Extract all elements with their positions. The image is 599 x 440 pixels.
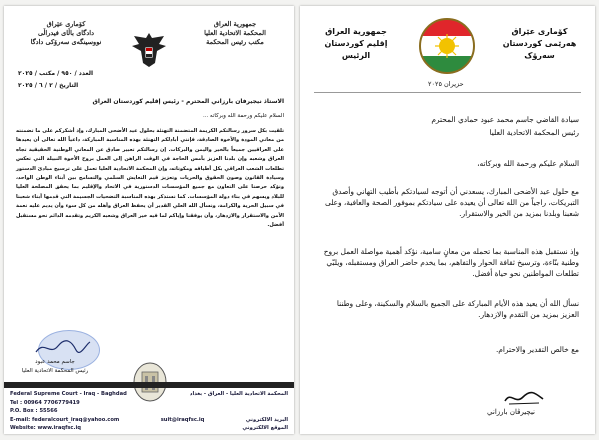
- footer-email: E-mail: federalcourt_iraq@yahoo.com: [10, 416, 120, 423]
- letterhead-kurdish-line: دادگای باڵای فیدراڵی: [38, 29, 94, 37]
- header-kurdish-line: سەرۆک: [524, 51, 555, 60]
- letterhead-arabic-line: جمهورية العراق: [213, 20, 257, 28]
- closing: مع خالص التقدير والاحترام.: [495, 345, 579, 354]
- header-kurdish: [492, 26, 587, 62]
- header-kurdish-line: هەرێمی کوردستان: [502, 39, 577, 48]
- header-arabic-line: إقليم كوردستان: [324, 39, 388, 48]
- letterhead-arabic-line: مكتب رئيس المحكمة: [206, 38, 264, 46]
- signatory-title: رئيس المحكمة الاتحادية العليا: [21, 368, 89, 374]
- signatory-name: جاسم محمد عبود: [35, 359, 75, 365]
- footer-pobox: P.O. Box : 55566: [10, 408, 58, 415]
- header-arabic: [310, 26, 402, 62]
- header-divider: [314, 92, 581, 93]
- letterhead-arabic-line: المحكمة الاتحادية العليا: [204, 29, 266, 37]
- recipient-title: رئيس المحكمة الاتحادية العليا: [489, 128, 579, 137]
- letter-body: تلقيت بكل سرور رسالتكم الكريمة المتضمنة التهنئة بحلول عيد الأضحى المبارك، وإذ أشكركم على ما تضمنته من معاني المودة والأخوة الصادقة، فإنني أبادلكم التهنئة بهذه المناسبة المباركة، داعياً الله تعالى أن يعيدها على العراقيين جميعاً بالخير واليمن والبركات. إن رسالتكم تعبير صادق عن المعاني الوطنية الحقيقية تجاه العراق وشعبه وإن بلدنا العزيز بأمس الحاجة في الوقت الراهن إلى العمل بروح الأخوة النبيلة التي تعكس تطلعات الشعب العراقي بكل أطيافه ومكوناته، وإن المحكمة الاتحادية العليا تعمل على ترسيخ مبادئ الدستور وسيادة القانون وصون الحقوق والحريات وتعزيز قيم التعايش السلمي والتسامح بين أبناء الوطن الواحد، ونؤكد حرصنا على التعاون مع جميع المؤسسات الدستورية في الاتحاد والإقليم بما يحقق المصلحة العليا للبلاد ويسهم في بناء دولة المؤسسات. كما نستذكر بهذه المناسبة التضحيات الجسيمة التي قدمها أبناء شعبنا في سبيل الحرية والكرامة، ونسأل الله العلي القدير أن يحفظ العراق وأهله من كل سوء وأن يديم عليه نعمة الأمن والاستقرار والازدهار، وأن يوفقنا وإياكم لما فيه خير العراق وشعبه الكريم وتقدمه الدائم نحو مستقبل أفضل.: [16, 128, 284, 229]
- footer-divider: [4, 382, 294, 388]
- paragraph-1: مع حلول عيد الأضحى المبارك، يسعدني أن أتوجه لسيادتكم بأطيب التهاني وأصدق التبريكات، راجياً من الله تعالى أن يعيده على سيادتكم بموفور الصحة والعافية، وعلى شعبنا وبلدنا بمزيد من الخير والاستقرار.: [324, 187, 579, 218]
- iraq-eagle-emblem-icon: [130, 30, 168, 70]
- footer-email-label-ar: البريد الالكتروني: [245, 416, 288, 423]
- footer-court-en: Federal Supreme Court - Iraq - Baghdad: [10, 391, 127, 397]
- footer-suit-email: suit@iraqfsc.iq: [160, 416, 205, 423]
- greeting: السلام عليكم ورحمة الله وبركاته،: [477, 159, 579, 168]
- court-letter-page: [4, 6, 294, 434]
- footer-court-ar: المحكمة الاتحادية العليا - العراق - بغداد: [189, 391, 288, 397]
- kurdistan-flag-seal-icon: [417, 16, 477, 76]
- kurdistan-presidency-letter-page: [300, 6, 595, 434]
- recipient-name: سيادة القاضي جاسم محمد عبود حمادي المحترم: [431, 115, 579, 124]
- header-kurdish-line: کۆماری عێراق: [511, 27, 568, 36]
- reference-number: العدد / ٩٥٠ / مكتب / ٢٠٢٥: [18, 70, 94, 77]
- signature-block: [14, 336, 96, 376]
- letter-date: التاريخ / ٢ / ٦ / ٢٠٢٥: [18, 82, 79, 89]
- paragraph-3: نسأل الله أن يعيد هذه الأيام المباركة على الجميع بالسلام والسكينة، وعلى وطننا العزيز بمزيد من التقدم والازدهار.: [336, 299, 579, 319]
- letterhead-kurdish-line: کۆماری عێراق: [46, 20, 86, 28]
- footer-tel: Tel : 00964 7706779419: [10, 399, 80, 406]
- signatory-name: نيچيرڤان بارزاني: [487, 408, 535, 416]
- header-arabic-line: الرئيس: [341, 51, 371, 60]
- addressee-line: الاستاذ نيجيرفان بارزاني المحترم - رئيس إقليم كوردستان العراق: [92, 98, 284, 105]
- letterhead-kurdish-line: نووسینگەی سەرۆکی دادگا: [30, 38, 102, 46]
- paragraph-2: وإذ نستقبل هذه المناسبة بما تحمله من معانٍ سامية، نؤكد أهمية مواصلة العمل بروح وطنية بنّاءة، وترسيخ ثقافة الحوار والتفاهم، بما يخدم حاضر العراق ومستقبله، ويلبّي تطلعات المواطنين نحو حياة أفضل.: [323, 247, 579, 278]
- letter-date: حزيران ٢٠٢٥: [428, 80, 464, 88]
- letterhead-kurdish: [16, 20, 116, 47]
- footer-website-label-ar: الموقع الالكتروني: [242, 425, 288, 432]
- letter-footer: [10, 390, 288, 433]
- signature-icon: [501, 389, 547, 407]
- greeting: السلام عليكم ورحمة الله وبركاته ...: [202, 113, 284, 119]
- header-arabic-line: جمهورية العراق: [325, 27, 387, 36]
- letterhead-arabic: [186, 20, 284, 47]
- footer-website: Website: www.iraqfsc.iq: [10, 425, 81, 432]
